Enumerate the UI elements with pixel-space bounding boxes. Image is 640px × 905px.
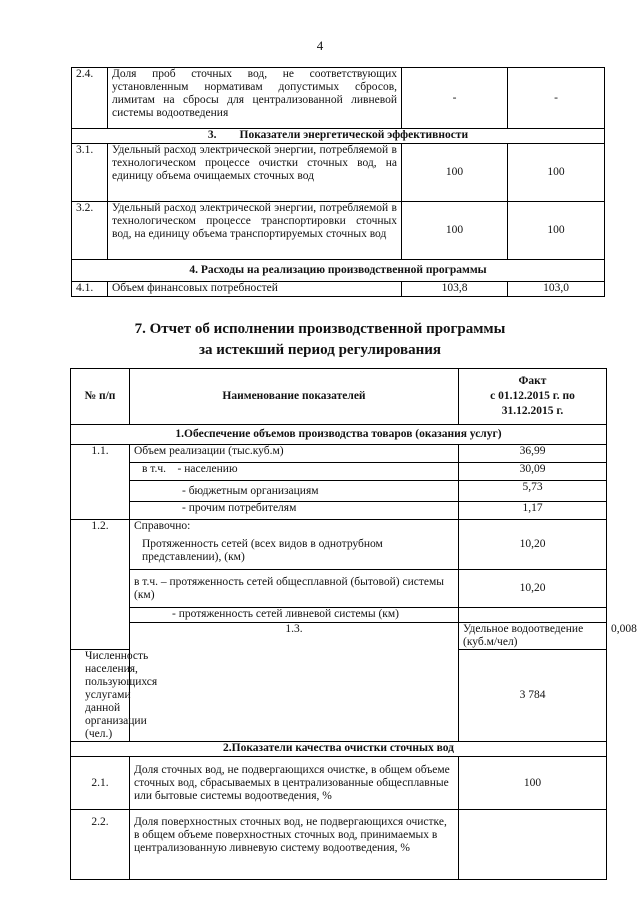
indicator-value: 5,73 <box>459 481 607 502</box>
indicator-name: Доля проб сточных вод, не соответствующих установленным нормативам допустимых сбросов, лимитам на сбросы для централизованной ливневой системы водоотведения <box>108 68 402 129</box>
indicators-table <box>71 67 605 297</box>
table-row <box>71 570 607 608</box>
indicator-name: Доля сточных вод, не подвергающихся очистке, в общем объеме сточных вод, сбрасываемых в централизованные общесплавные или бытовые системы водоотведения, % <box>130 757 459 810</box>
indicator-value: 10,20 <box>459 520 607 570</box>
table-row <box>71 810 607 880</box>
indicator-value: 100 <box>459 757 607 810</box>
table-row <box>71 481 607 502</box>
table-row <box>71 520 607 570</box>
row-number: 1.3. <box>130 623 459 742</box>
table-row <box>72 202 605 260</box>
indicator-name: Численность населения, пользующихся услугами данной организации (чел.) <box>71 650 130 742</box>
page-number: 4 <box>316 38 324 53</box>
row-number: 2.2. <box>71 810 130 880</box>
indicator-name: Удельный расход электрической энергии, потребляемой в технологическом процессе транспортировки сточных вод, на единицу объема транспортируемых сточных вод <box>108 202 402 260</box>
col-header-number: № п/п <box>71 369 130 425</box>
indicator-name: - бюджетным организациям <box>130 481 459 502</box>
section-title: 3. Показатели энергетической эффективности <box>72 129 605 144</box>
indicator-value: 10,20 <box>459 570 607 608</box>
col-header-fact <box>459 369 607 425</box>
report-title-line1: 7. Отчет об исполнении производственной программы <box>134 321 506 337</box>
indicator-value: 100 <box>402 202 508 260</box>
header-row <box>71 369 607 425</box>
indicator-name: в т.ч. – протяженность сетей общесплавной (бытовой) системы (км) <box>130 570 459 608</box>
reference-label: Справочно: <box>134 520 191 532</box>
report-title <box>0 319 640 361</box>
indicator-value <box>459 608 607 623</box>
table-row <box>71 757 607 810</box>
row-number: 1.2. <box>71 520 130 650</box>
section-row <box>72 260 605 282</box>
fact-line1: Факт <box>518 375 547 387</box>
table-row <box>71 445 607 463</box>
section-title: 2.Показатели качества очистки сточных вод <box>71 742 607 757</box>
section-row <box>71 742 607 757</box>
report-title-line2: за истекший период регулирования <box>198 342 442 358</box>
table-row <box>72 68 605 129</box>
indicator-name: Удельный расход электрической энергии, потребляемой в технологическом процессе очистки сточных вод, на единицу объема очищаемых сточных вод <box>108 144 402 202</box>
fact-line3: 31.12.2015 г. <box>501 405 564 417</box>
table-row: 1.3. Удельное водоотведение (куб.м/чел) 0,008 <box>71 623 607 650</box>
indicator-value: 1,17 <box>459 502 607 520</box>
indicator-value: - <box>508 68 605 129</box>
indicator-name: в т.ч. - населению <box>130 463 459 481</box>
indicator-name: Объем реализации (тыс.куб.м) <box>130 445 459 463</box>
table-row <box>71 608 607 623</box>
indicator-name: - протяженность сетей ливневой системы (км) <box>130 608 459 623</box>
network-length-label: Протяженность сетей (всех видов в однотрубном представлении), (км) <box>142 538 383 563</box>
table-row <box>72 282 605 297</box>
indicator-value: 36,99 <box>459 445 607 463</box>
indicator-name: Удельное водоотведение (куб.м/чел) <box>459 623 607 650</box>
section-row <box>72 129 605 144</box>
indicator-value: 30,09 <box>459 463 607 481</box>
indicator-name <box>130 520 459 570</box>
indicator-value: 100 <box>402 144 508 202</box>
indicator-value: 103,8 <box>402 282 508 297</box>
section-title: 1.Обеспечение объемов производства товаров (оказания услуг) <box>71 425 607 445</box>
indicator-name: - прочим потребителям <box>130 502 459 520</box>
indicator-value: 100 <box>508 202 605 260</box>
indicator-name: Объем финансовых потребностей <box>108 282 402 297</box>
row-number: 3.2. <box>72 202 108 260</box>
row-number: 2.1. <box>71 757 130 810</box>
table-row <box>72 144 605 202</box>
indicator-value: 100 <box>508 144 605 202</box>
row-number: 4.1. <box>72 282 108 297</box>
row-number: 2.4. <box>72 68 108 129</box>
indicator-value: - <box>402 68 508 129</box>
indicator-value <box>459 810 607 880</box>
row-number: 1.1. <box>71 445 130 520</box>
section-row <box>71 425 607 445</box>
col-header-name: Наименование показателей <box>130 369 459 425</box>
indicator-name: Доля поверхностных сточных вод, не подвергающихся очистке, в общем объеме поверхностных сточных вод, принимаемых в централизованную ливневую систему водоотведения, % <box>130 810 459 880</box>
indicator-value: 103,0 <box>508 282 605 297</box>
table-row <box>71 463 607 481</box>
fact-line2: с 01.12.2015 г. по <box>490 390 575 402</box>
report-table <box>70 368 637 880</box>
indicator-value: 3 784 <box>459 650 607 742</box>
section-title: 4. Расходы на реализацию производственной программы <box>72 260 605 282</box>
row-number: 3.1. <box>72 144 108 202</box>
table-row <box>71 502 607 520</box>
